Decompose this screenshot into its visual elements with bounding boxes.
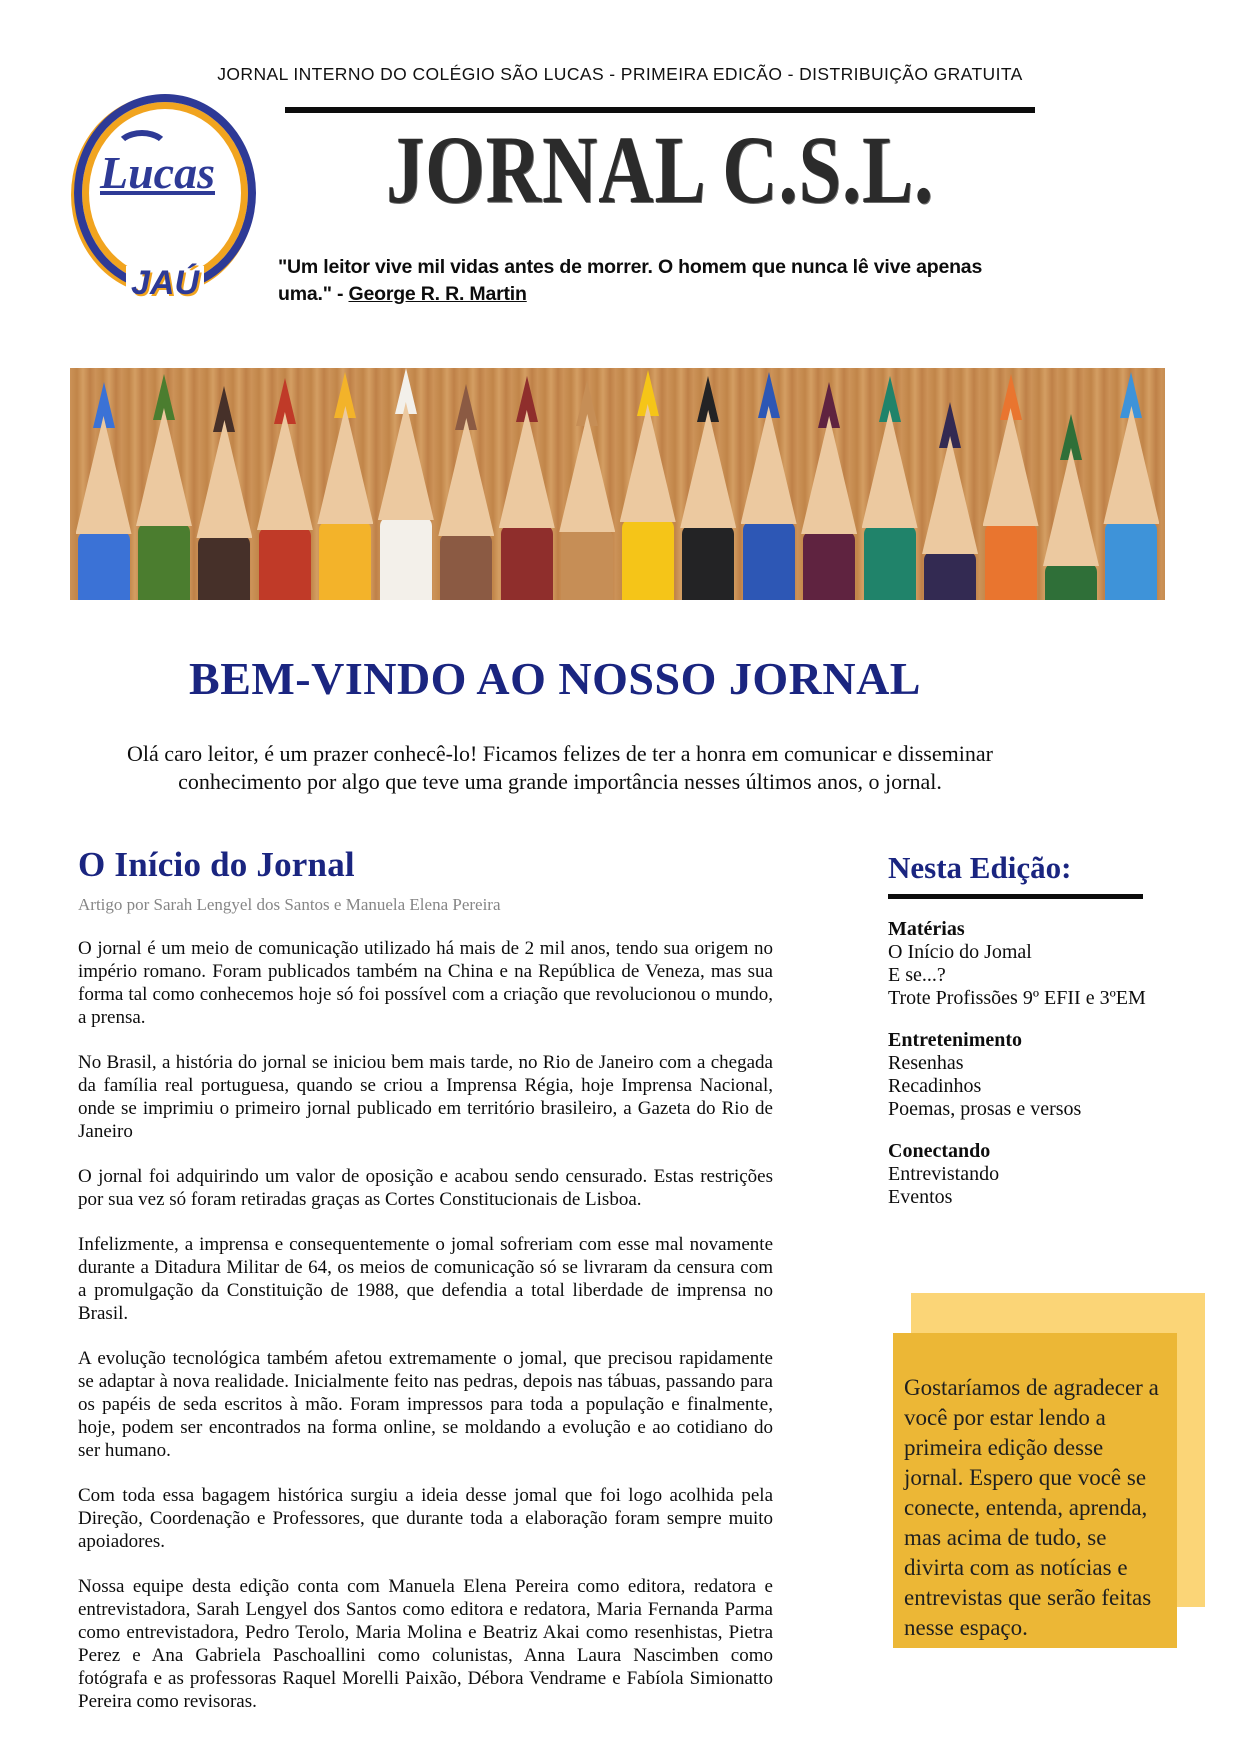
pencil <box>135 374 192 600</box>
pencil <box>982 374 1039 600</box>
pencil <box>1103 372 1160 600</box>
pencil <box>196 386 253 600</box>
logo-city-text: JAÚ <box>126 266 204 300</box>
pencil <box>559 380 616 600</box>
toc-item: Eventos <box>888 1186 953 1208</box>
pencil-barrel <box>319 521 371 600</box>
pencil-barrel <box>682 525 734 600</box>
pencil <box>438 384 495 600</box>
pencil <box>317 372 374 600</box>
colored-pencils-photo <box>70 368 1165 600</box>
pencil-barrel <box>380 517 432 600</box>
toc-item: Trote Profissões 9º EFII e 3ºEM <box>888 987 1146 1009</box>
pencil-barrel <box>440 533 492 600</box>
toc-item: Resenhas <box>888 1052 964 1074</box>
pencil-wood <box>499 410 555 528</box>
logo-script-text: Lucas <box>100 147 215 198</box>
pencil-barrel <box>985 523 1037 600</box>
pencil-wood <box>1103 406 1159 524</box>
pencil-wood <box>257 412 313 530</box>
pencil-barrel <box>622 519 674 600</box>
pencil-wood <box>136 408 192 526</box>
pencil <box>680 376 737 600</box>
pencil-wood <box>1043 448 1099 566</box>
pencil <box>922 402 979 600</box>
pencil-wood <box>922 436 978 554</box>
sidebar-heading: Nesta Edição: <box>888 850 1072 885</box>
toc-item: Recadinhos <box>888 1075 982 1097</box>
toc-item: Entrevistando <box>888 1163 1000 1185</box>
pencil-barrel <box>501 525 553 600</box>
welcome-heading: BEM-VINDO AO NOSSO JORNAL <box>189 653 921 704</box>
toc-item: Poemas, prosas e versos <box>888 1098 1082 1120</box>
pencil <box>861 376 918 600</box>
pencil-barrel <box>1105 521 1157 600</box>
pencil-row <box>70 368 1165 600</box>
pencil-wood <box>801 416 857 534</box>
welcome-intro: Olá caro leitor, é um prazer conhecê-lo! Ficamos felizes de ter a honra em comunicar e disseminar conhecimento por algo que teve uma grande importância nesses últimos anos, o jornal. <box>127 741 993 794</box>
pencil-barrel <box>743 521 795 600</box>
quote-author: George R. R. Martin <box>348 283 527 305</box>
article-paragraph: A evolução tecnológica também afetou extremamente o jomal, que precisou rapidamente se adaptar à nova realidade. Inicialmente feito nas pedras, depois nas tábuas, passando para os papéis de seda escritos à mão. Foram impressos para toda a população e finalmente, hoje, podem ser encontrados na forma online, se moldando a evolução e ao cotidiano do ser humano. <box>78 1348 773 1461</box>
article-byline: Artigo por Sarah Lengyel dos Santos e Manuela Elena Pereira <box>78 895 501 914</box>
pencil <box>740 372 797 600</box>
pencil-wood <box>317 406 373 524</box>
article-title: O Início do Jornal <box>78 845 355 884</box>
thanks-box <box>893 1333 1177 1648</box>
masthead-rule <box>285 107 1035 113</box>
pencil-barrel <box>78 531 130 600</box>
pencil-wood <box>983 408 1039 526</box>
toc-section-materias <box>888 918 1168 1010</box>
toc-section-title: Conectando <box>888 1140 991 1162</box>
pencil-wood <box>438 418 494 536</box>
article-paragraph: O jornal foi adquirindo um valor de oposição e acabou sendo censurado. Estas restrições por sua vez só foram retiradas graças as Cortes Constitucionais de Lisboa. <box>78 1166 773 1210</box>
article-paragraph: No Brasil, a história do jornal se iniciou bem mais tarde, no Rio de Janeiro com a chegada da família real portuguesa, quando se criou a Imprensa Régia, hoje Imprensa Nacional, onde se imprimiu o primeiro jornal publicado em território brasileiro, a Gazeta do Rio de Janeiro <box>78 1052 773 1142</box>
strapline: JORNAL INTERNO DO COLÉGIO SÃO LUCAS - PRIMEIRA EDICÃO - DISTRIBUIÇÃO GRATUITA <box>217 64 1023 84</box>
school-logo <box>74 94 256 302</box>
edition-sidebar <box>888 850 1168 1209</box>
pencil-wood <box>76 416 132 534</box>
pencil-barrel <box>864 525 916 600</box>
pencil-barrel <box>198 535 250 600</box>
pencil-barrel <box>138 523 190 600</box>
thanks-text: Gostaríamos de agradecer a você por estar lendo a primeira edição desse jornal. Espero que você se conecte, entenda, aprenda, mas acima de tudo, se divirta com as notícias e entrevistas que serão feitas nesse espaço. <box>904 1375 1159 1640</box>
toc-section-title: Matérias <box>888 918 965 940</box>
pencil-wood <box>620 404 676 522</box>
masthead-quote <box>278 254 988 308</box>
pencil <box>619 370 676 600</box>
article-paragraph: Nossa equipe desta edição conta com Manuela Elena Pereira como editora, redatora e entrevistadora, Sarah Lengyel dos Santos como editora e redatora, Maria Fernanda Parma como entrevistadora, Pedro Terolo, Maria Molina e Beatriz Akai como resenhistas, Pietra Perez e Ana Gabriela Paschoallini como colunistas, Anna Laura Nascimben como fotógrafa e as professoras Raquel Morelli Paixão, Débora Vendrame e Fabíola Simionatto Pereira como revisoras. <box>78 1576 773 1712</box>
pencil-barrel <box>1045 563 1097 600</box>
pencil-wood <box>680 410 736 528</box>
pencil-wood <box>862 410 918 528</box>
pencil <box>256 378 313 600</box>
pencil-wood <box>196 420 252 538</box>
pencil-wood <box>741 406 797 524</box>
masthead-title: JORNAL C.S.L. <box>385 116 935 223</box>
article-paragraph: O jornal é um meio de comunicação utilizado há mais de 2 mil anos, tendo sua origem no império romano. Foram publicados também na China e na República de Veneza, mas sua forma tal como conhecemos hoje só foi possível com a criação que revolucionou o mundo, a prensa. <box>78 938 773 1028</box>
quote-text: "Um leitor vive mil vidas antes de morrer. O homem que nunca lê vive apenas uma." - <box>278 256 983 305</box>
pencil-wood <box>559 414 615 532</box>
pencil-barrel <box>259 527 311 600</box>
toc-item: E se...? <box>888 964 946 986</box>
toc-section-title: Entretenimento <box>888 1029 1023 1051</box>
pencil-wood <box>378 402 434 520</box>
article-paragraph: Infelizmente, a imprensa e consequentemente o jomal sofreriam com esse mal novamente durante a Ditadura Militar de 64, os meios de comunicação só se livraram da censura com a promulgação da Constituição de 1988, que defendia a total liberdade de imprensa no Brasil. <box>78 1234 773 1324</box>
article-paragraph: Com toda essa bagagem histórica surgiu a ideia desse jomal que foi logo acolhida pela Direção, Coordenação e Professores, que durante toda a elaboração foram sempre muito apoiadores. <box>78 1485 773 1552</box>
sidebar-rule <box>888 894 1143 899</box>
pencil <box>377 368 434 600</box>
pencil-barrel <box>803 531 855 600</box>
main-article <box>78 845 773 1713</box>
toc-section-entretenimento <box>888 1029 1168 1121</box>
pencil <box>75 382 132 600</box>
toc-section-conectando <box>888 1140 1168 1209</box>
pencil-barrel <box>924 551 976 600</box>
pencil <box>498 376 555 600</box>
pencil-barrel <box>561 529 613 600</box>
pencil <box>801 382 858 600</box>
toc-item: O Início do Jomal <box>888 941 1032 963</box>
pencil <box>1043 414 1100 600</box>
